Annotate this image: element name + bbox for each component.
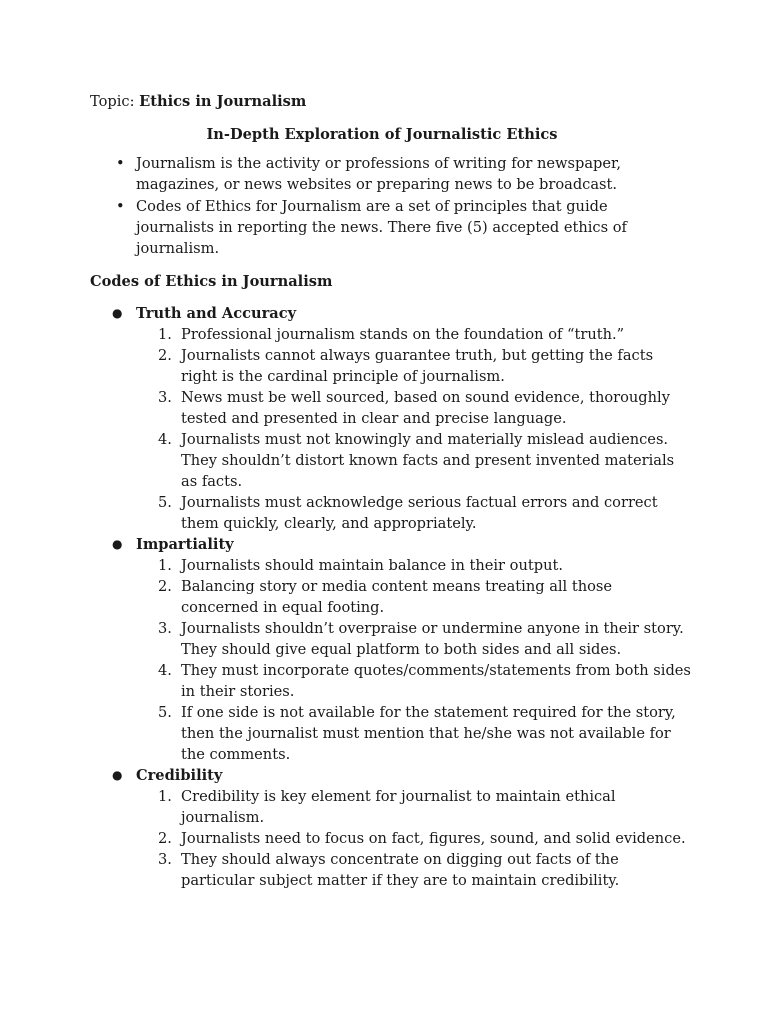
list-item [90, 618, 691, 660]
code-title [90, 303, 690, 324]
bullet-icon: • [116, 198, 125, 215]
list-item [90, 387, 691, 429]
intro-bullet-text: Journalism is the activity or professions of writing for newspaper, magazines, or news websites or preparing news to be broadcast. [136, 155, 622, 193]
list-item-text: Journalists need to focus on fact, figures, sound, and solid evidence. [181, 830, 686, 847]
list-number: 1. [158, 557, 172, 574]
list-number: 1. [158, 788, 172, 805]
list-item-text: They should always concentrate on digging out facts of the particular subject matter if they are to maintain credibility. [181, 851, 620, 889]
code-title-text: Truth and Accuracy [136, 305, 297, 322]
list-number: 3. [158, 389, 172, 406]
list-number: 5. [158, 704, 172, 721]
numbered-list [90, 324, 690, 534]
topic-prefix: Topic: [90, 93, 140, 110]
intro-bullet-item [90, 153, 690, 195]
numbered-list [90, 786, 690, 891]
list-item-text: Journalists must not knowingly and materially mislead audiences. They shouldn’t distort known facts and present invented materials as facts. [181, 431, 675, 490]
intro-bullet-list [90, 153, 690, 259]
list-item [90, 555, 691, 576]
list-item-text: Journalists must acknowledge serious factual errors and correct them quickly, clearly, and appropriately. [181, 494, 658, 532]
list-item [90, 576, 691, 618]
list-number: 5. [158, 494, 172, 511]
list-number: 2. [158, 830, 172, 847]
code-section-credibility [90, 765, 690, 891]
list-number: 1. [158, 326, 172, 343]
list-item-text: They must incorporate quotes/comments/statements from both sides in their stories. [181, 662, 691, 700]
list-item-text: Professional journalism stands on the foundation of “truth.” [181, 326, 625, 343]
list-item-text: Balancing story or media content means treating all those concerned in equal footing. [181, 578, 613, 616]
code-title-text: Impartiality [136, 536, 234, 553]
bullet-icon: ● [112, 768, 123, 782]
main-title: In-Depth Exploration of Journalistic Ethics [206, 126, 558, 143]
list-item [90, 660, 691, 702]
list-item-text: Journalists should maintain balance in their output. [181, 557, 563, 574]
topic-value: Ethics in Journalism [139, 93, 307, 110]
code-title [90, 534, 690, 555]
bullet-icon: ● [112, 306, 123, 320]
list-item-text: Journalists cannot always guarantee truth, but getting the facts right is the cardinal principle of journalism. [181, 347, 654, 385]
code-title [90, 765, 690, 786]
list-item [90, 786, 691, 828]
list-number: 4. [158, 662, 172, 679]
list-item [90, 492, 691, 534]
list-item [90, 849, 691, 891]
numbered-list [90, 555, 690, 765]
bullet-icon: ● [112, 537, 123, 551]
list-number: 2. [158, 578, 172, 595]
bullet-icon: • [116, 155, 125, 172]
intro-bullet-item [90, 196, 690, 259]
list-number: 4. [158, 431, 172, 448]
list-number: 3. [158, 620, 172, 637]
intro-bullet-text: Codes of Ethics for Journalism are a set of principles that guide journalists in reporting the news. There five (5) accepted ethics of journalism. [136, 198, 627, 257]
topic-line [90, 91, 690, 112]
list-item [90, 324, 691, 345]
section-heading: Codes of Ethics in Journalism [90, 273, 333, 290]
list-number: 2. [158, 347, 172, 364]
code-section-impartiality [90, 534, 690, 765]
list-item-text: News must be well sourced, based on sound evidence, thoroughly tested and presented in clear and precise language. [181, 389, 670, 427]
list-item [90, 345, 691, 387]
list-item [90, 429, 691, 492]
list-item-text: Credibility is key element for journalist to maintain ethical journalism. [181, 788, 616, 826]
code-title-text: Credibility [136, 767, 223, 784]
code-section-truth-accuracy [90, 303, 690, 534]
list-item-text: If one side is not available for the statement required for the story, then the journalist must mention that he/she was not available for the comments. [181, 704, 676, 763]
list-item [90, 702, 691, 765]
document-page [90, 91, 690, 891]
list-item [90, 828, 691, 849]
list-item-text: Journalists shouldn’t overpraise or undermine anyone in their story. They should give equal platform to both sides and all sides. [181, 620, 684, 658]
list-number: 3. [158, 851, 172, 868]
